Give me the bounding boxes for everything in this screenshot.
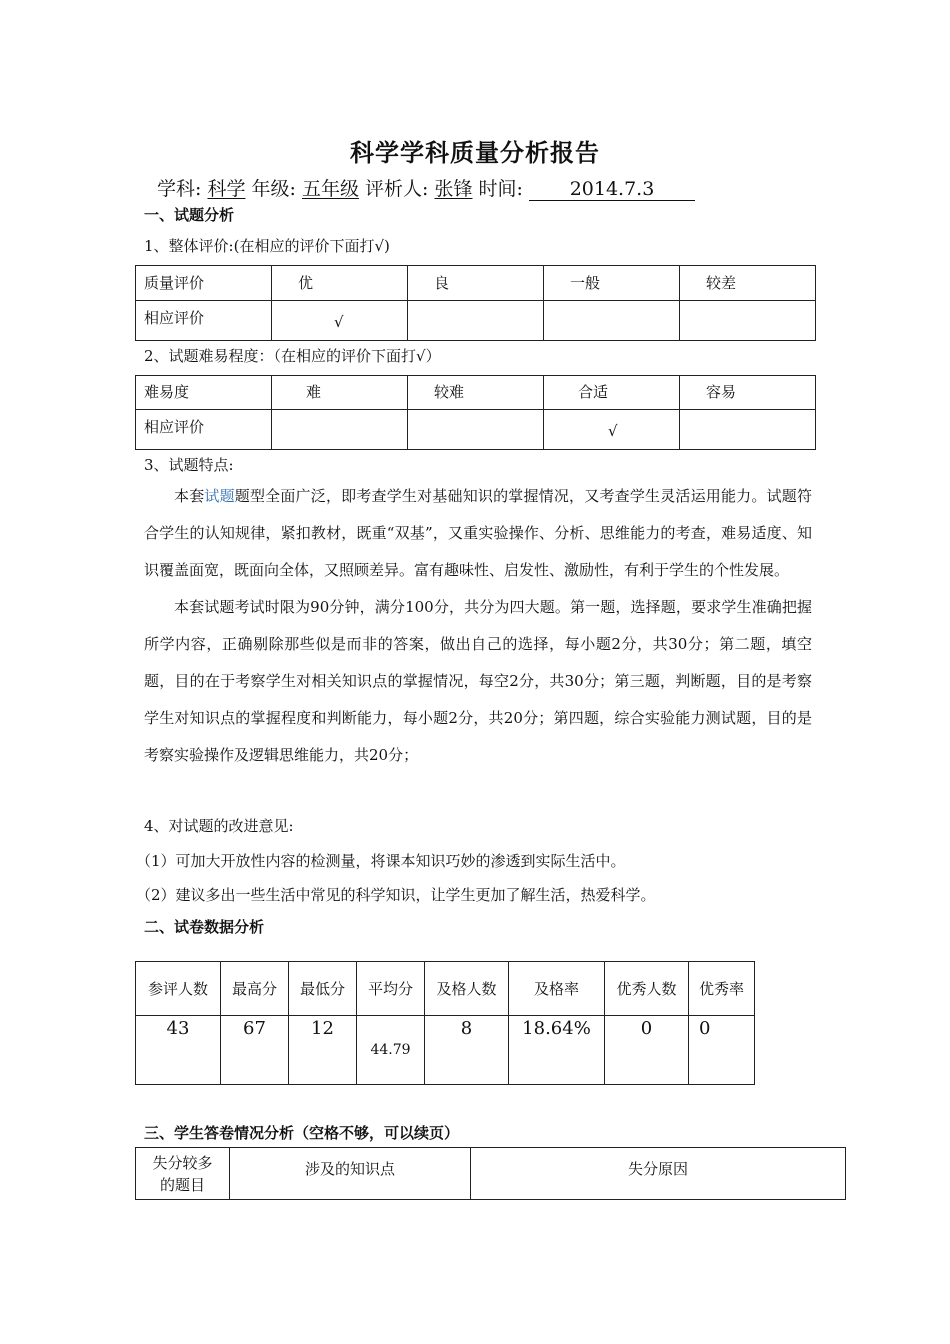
report-meta [157,174,695,201]
quality-cell-empty [408,301,544,341]
suggestion-1: （1）可加大开放性内容的检测量，将课本知识巧妙的渗透到实际生活中。 [136,852,626,870]
value-pass-rate: 18.64% [509,1016,605,1085]
quality-option-excellent: 优 [272,266,408,301]
value-pass-count: 8 [425,1016,509,1085]
quality-cell-empty [680,301,816,341]
p1-rest: 题型全面广泛，即考查学生对基础知识的掌握情况，又考查学生灵活运用能力。试题符合学生的认知规律，紧扣教材，既重“双基”，又重实验操作、分析、思维能力的考查，难易适度、知识覆盖面宽，既面向全体，又照顾差异。富有趣味性、启发性、激励性，有利于学生的个性发展。 [144,487,812,579]
features-paragraph-2: 本套试题考试时限为90分钟，满分100分，共分为四大题。第一题，选择题，要求学生准确把握所学内容，正确剔除那些似是而非的答案，做出自己的选择，每小题2分，共30分；第二题，填空题，目的在于考察学生对相关知识点的掌握情况，每空2分，共30分；第三题，判断题，目的是考察学生对知识点的掌握程度和判断能力，每小题2分，共20分；第四题，综合实验能力测试题，目的是考察实验操作及逻辑思维能力，共20分； [144,598,812,764]
difficulty-cell-empty [408,410,544,450]
features-paragraph-1 [144,478,812,589]
q3-label: 3、试题特点: [144,456,234,474]
test-link[interactable]: 试题 [204,487,235,505]
section1-heading: 一、试题分析 [144,206,235,224]
quality-option-good: 良 [408,266,544,301]
difficulty-option-rather-hard: 较难 [408,376,544,410]
difficulty-option-appropriate: 合适 [544,376,680,410]
analyst-label: 评析人: [365,178,429,200]
p1-prefix: 本套 [174,487,205,505]
page-title: 科学学科质量分析报告 [350,139,600,167]
date-label: 时间: [478,178,523,200]
header-excellent-rate: 优秀率 [689,962,755,1016]
quality-table [135,265,816,341]
section3-heading: 三、学生答卷情况分析（空格不够，可以续页） [144,1124,460,1142]
answer-analysis-table [135,1147,846,1200]
header-lowest: 最低分 [289,962,357,1016]
difficulty-rating-label: 相应评价 [136,410,272,450]
analyst-value: 张锋 [434,178,473,200]
quality-cell-empty [544,301,680,341]
header-highest: 最高分 [221,962,289,1016]
header-pass-rate: 及格率 [509,962,605,1016]
header-loss-reasons: 失分原因 [471,1148,846,1200]
header-knowledge-points: 涉及的知识点 [230,1148,471,1200]
q2-label: 2、试题难易程度：（在相应的评价下面打√） [144,347,441,365]
value-participants: 43 [136,1016,221,1085]
header-lost-points-line2: 的题目 [159,1175,205,1194]
difficulty-header-label: 难易度 [136,376,272,410]
header-participants: 参评人数 [136,962,221,1016]
header-average: 平均分 [357,962,425,1016]
value-highest: 67 [221,1016,289,1085]
score-table [135,961,755,1085]
header-lost-points-line1: 失分较多 [152,1153,213,1172]
value-average: 44.79 [357,1016,425,1085]
q4-label: 4、对试题的改进意见: [144,817,294,835]
quality-option-average: 一般 [544,266,680,301]
date-value: 2014.7.3 [529,178,695,201]
difficulty-option-hard: 难 [272,376,408,410]
quality-option-poor: 较差 [680,266,816,301]
q1-label: 1、整体评价:(在相应的评价下面打√) [144,237,390,255]
value-lowest: 12 [289,1016,357,1085]
subject-value: 科学 [207,178,246,200]
grade-label: 年级: [251,178,296,200]
quality-check-mark: √ [272,301,408,341]
difficulty-cell-empty [272,410,408,450]
suggestion-2: （2）建议多出一些生活中常见的科学知识，让学生更加了解生活，热爱科学。 [136,886,656,904]
value-excellent-rate: 0 [689,1016,755,1085]
value-excellent-count: 0 [605,1016,689,1085]
difficulty-cell-empty [680,410,816,450]
header-excellent-count: 优秀人数 [605,962,689,1016]
difficulty-check-mark: √ [544,410,680,450]
features-text [144,478,812,774]
section2-heading: 二、试卷数据分析 [144,918,265,936]
difficulty-option-easy: 容易 [680,376,816,410]
header-pass-count: 及格人数 [425,962,509,1016]
difficulty-table [135,375,816,450]
header-lost-points-questions [136,1148,230,1200]
subject-label: 学科: [157,178,202,200]
quality-header-label: 质量评价 [136,266,272,301]
quality-rating-label: 相应评价 [136,301,272,341]
grade-value: 五年级 [301,178,359,200]
